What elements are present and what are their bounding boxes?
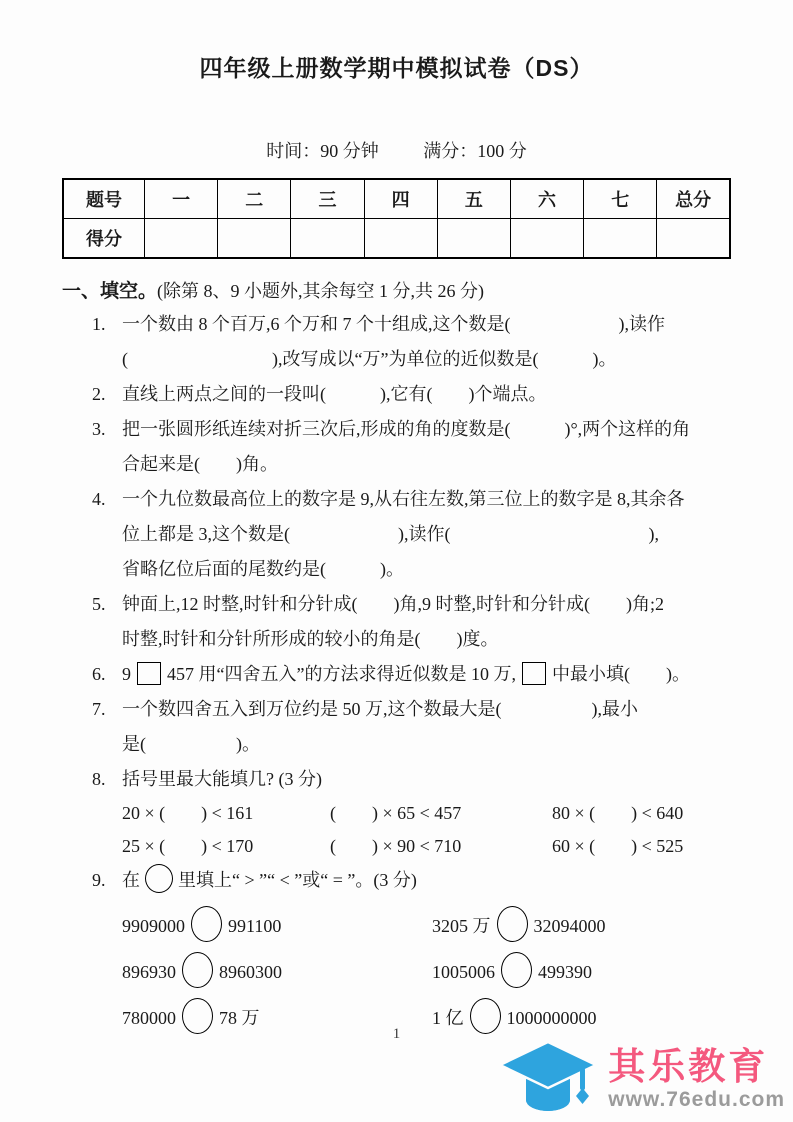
compare-circle-icon <box>191 906 222 942</box>
exam-time: 时间：90 分钟 <box>266 141 379 161</box>
question-8-line-1: 括号里最大能填几? (3 分) <box>122 769 322 789</box>
score-table-cell-label: 得分 <box>63 219 145 259</box>
score-table-cell: 三 <box>291 179 364 219</box>
compare-circle-icon <box>501 952 532 988</box>
question-8-number: 8. <box>92 769 106 789</box>
compare-value: 1 亿 <box>432 1008 464 1028</box>
question-7-line-1: 一个数四舍五入到万位约是 50 万,这个数最大是( ),最小 <box>122 699 638 719</box>
compare-value: 1005006 <box>432 962 495 982</box>
math-expression: 60 × ( ) < 525 <box>552 836 684 856</box>
score-table-cell-label: 题号 <box>63 179 145 219</box>
question-4 <box>62 482 763 587</box>
question-9-number: 9. <box>92 870 106 890</box>
question-1-number: 1. <box>92 314 106 334</box>
compare-value: 991100 <box>228 916 282 936</box>
brand-name: 其乐教育 <box>608 1045 769 1087</box>
question-2 <box>62 377 763 412</box>
score-table-cell: 五 <box>437 179 510 219</box>
score-table-cell: 四 <box>364 179 437 219</box>
question-6-text-b: 457 用“四舍五入”的方法求得近似数是 10 万, <box>167 664 516 684</box>
math-expression: 25 × ( ) < 170 <box>122 836 254 856</box>
question-6-text-c: 中最小填( )。 <box>551 664 690 684</box>
question-6 <box>62 657 763 692</box>
question-6-text-a: 9 <box>122 664 131 684</box>
question-1 <box>62 307 763 377</box>
compare-value: 1000000000 <box>506 1008 597 1028</box>
question-3 <box>62 412 763 482</box>
compare-pair <box>122 906 432 944</box>
math-expression: 80 × ( ) < 640 <box>552 803 684 823</box>
score-table-empty-cell <box>437 219 510 259</box>
compare-value: 499390 <box>538 962 592 982</box>
math-expression: 20 × ( ) < 161 <box>122 803 254 823</box>
math-expression: ( ) × 90 < 710 <box>330 836 462 856</box>
exam-meta <box>0 137 793 163</box>
score-table-empty-cell <box>291 219 364 259</box>
question-8-math-row-1 <box>122 797 763 830</box>
question-1-line-2: ( ),改写成以“万”为单位的近似数是( )。 <box>122 349 617 369</box>
score-table-cell: 总分 <box>657 179 730 219</box>
score-table-empty-cell <box>364 219 437 259</box>
question-5-number: 5. <box>92 594 106 614</box>
question-8 <box>62 762 763 863</box>
compare-value: 3205 万 <box>432 916 491 936</box>
score-table-empty-cell <box>218 219 291 259</box>
score-table-empty-cell <box>145 219 218 259</box>
compare-circle-icon <box>145 864 173 893</box>
compare-value: 896930 <box>122 962 176 982</box>
score-table-empty-cell <box>510 219 583 259</box>
section-1-heading-bold: 一、填空。 <box>62 281 158 302</box>
question-5-line-2: 时整,时针和分针所形成的较小的角是( )度。 <box>122 629 499 649</box>
compare-circle-icon <box>497 906 528 942</box>
score-table-header-row <box>63 179 730 219</box>
score-table-score-row <box>63 219 730 259</box>
question-4-line-3: 省略亿位后面的尾数约是( )。 <box>122 559 404 579</box>
question-3-line-2: 合起来是( )角。 <box>122 454 278 474</box>
compare-value: 9909000 <box>122 916 185 936</box>
question-6-line-1 <box>122 657 763 692</box>
score-table <box>62 178 731 259</box>
compare-pair <box>122 952 432 990</box>
compare-pair <box>432 906 606 944</box>
question-4-line-2: 位上都是 3,这个数是( ),读作( ), <box>122 524 659 544</box>
question-8-math-row-2 <box>122 830 763 863</box>
score-table-empty-cell <box>657 219 730 259</box>
question-9-compare-row-2 <box>122 952 763 990</box>
brand-logo <box>496 1040 785 1116</box>
score-table-empty-cell <box>584 219 657 259</box>
score-table-cell: 六 <box>510 179 583 219</box>
score-table-cell: 七 <box>584 179 657 219</box>
score-table-cell: 一 <box>145 179 218 219</box>
question-2-number: 2. <box>92 384 106 404</box>
question-5-line-1: 钟面上,12 时整,时针和分针成( )角,9 时整,时针和分针成( )角;2 <box>122 594 664 614</box>
question-2-line-1: 直线上两点之间的一段叫( ),它有( )个端点。 <box>122 384 547 404</box>
question-4-line-1: 一个九位数最高位上的数字是 9,从右往左数,第三位上的数字是 8,其余各 <box>122 489 685 509</box>
question-5 <box>62 587 763 657</box>
question-3-line-1: 把一张圆形纸连续对折三次后,形成的角的度数是( )°,两个这样的角 <box>122 419 691 439</box>
compare-value: 8960300 <box>219 962 282 982</box>
question-9 <box>62 863 763 1036</box>
brand-url: www.76edu.com <box>608 1087 785 1111</box>
question-7-line-2: 是( )。 <box>122 734 260 754</box>
graduation-cap-icon <box>496 1040 600 1116</box>
page-title: 四年级上册数学期中模拟试卷（DS） <box>199 55 594 81</box>
question-7-number: 7. <box>92 699 106 719</box>
blank-box-icon <box>522 662 546 685</box>
section-1-heading <box>62 276 793 307</box>
compare-value: 78 万 <box>219 1008 260 1028</box>
question-7 <box>62 692 763 762</box>
compare-pair <box>432 952 592 990</box>
page-number: 1 <box>392 1026 401 1042</box>
brand-text <box>608 1046 785 1111</box>
question-9-line-1 <box>122 863 763 898</box>
question-9-text-a: 在 <box>122 870 140 890</box>
compare-circle-icon <box>182 952 213 988</box>
question-1-line-1: 一个数由 8 个百万,6 个万和 7 个十组成,这个数是( ),读作 <box>122 314 665 334</box>
question-6-number: 6. <box>92 664 106 684</box>
blank-box-icon <box>137 662 161 685</box>
math-expression: ( ) × 65 < 457 <box>330 803 462 823</box>
question-4-number: 4. <box>92 489 106 509</box>
compare-value: 780000 <box>122 1008 176 1028</box>
question-9-text-b: 里填上“ > ”“ < ”或“ = ”。(3 分) <box>178 870 417 890</box>
question-9-compare-row-1 <box>122 906 763 944</box>
score-table-cell: 二 <box>218 179 291 219</box>
exam-full-score: 满分：100 分 <box>423 141 527 161</box>
section-1-heading-note: (除第 8、9 小题外,其余每空 1 分,共 26 分) <box>157 281 485 301</box>
question-3-number: 3. <box>92 419 106 439</box>
compare-value: 32094000 <box>533 916 606 936</box>
